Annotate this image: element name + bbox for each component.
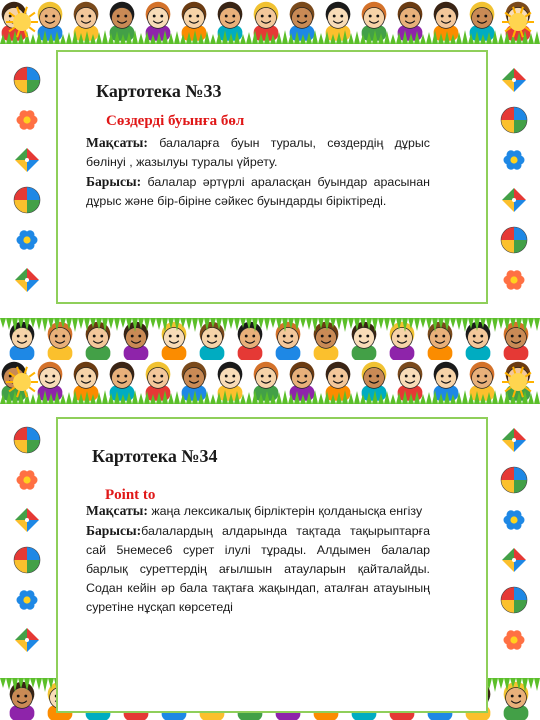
child-face-icon <box>470 2 495 41</box>
card-subtitle: Point to <box>105 487 156 503</box>
flower-icon <box>504 510 525 529</box>
child-face-icon <box>38 2 63 41</box>
flower-icon <box>17 590 38 609</box>
child-face-icon <box>290 362 315 401</box>
goal-text: жаңа лексикалық бірліктерін қолданысқа енгізу <box>147 504 423 518</box>
child-face-icon <box>352 322 377 360</box>
child-face-icon <box>110 2 135 41</box>
card-body <box>86 133 430 211</box>
flower-icon <box>17 110 38 129</box>
flower-icon <box>17 470 38 489</box>
process-label: Барысы: <box>86 174 142 189</box>
pinwheel-icon <box>502 548 526 572</box>
flower-icon <box>504 150 525 169</box>
child-face-icon <box>146 362 171 401</box>
child-face-icon <box>326 362 351 401</box>
pinwheel-icon <box>502 428 526 452</box>
child-face-icon <box>314 322 339 360</box>
process-paragraph <box>86 172 430 211</box>
goal-paragraph <box>86 501 430 521</box>
child-face-icon <box>10 322 35 360</box>
beach-ball-icon <box>14 187 40 213</box>
beach-ball-icon <box>14 427 40 453</box>
child-face-icon <box>254 362 279 401</box>
goal-text: балаларға буын туралы, сөздердің дұрыс бөлінуі , жазылуы туралы үйрету. <box>86 136 430 169</box>
child-face-icon <box>218 2 243 41</box>
child-face-icon <box>218 362 243 401</box>
goal-label: Мақсаты: <box>86 503 148 518</box>
process-text: балалар әртүрлі араласқан буындар арасынан дұрыс және бір-біріне сәйкес буындарды біріктіреді. <box>86 175 430 208</box>
child-face-icon <box>434 362 459 401</box>
child-face-icon <box>74 2 99 41</box>
pinwheel-icon <box>502 188 526 212</box>
child-face-icon <box>10 682 35 720</box>
grass-icon <box>0 318 540 332</box>
beach-ball-icon <box>14 67 40 93</box>
beach-ball-icon <box>501 227 527 253</box>
child-face-icon <box>398 2 423 41</box>
child-face-icon <box>74 362 99 401</box>
child-face-icon <box>86 322 111 360</box>
beach-ball-icon <box>501 587 527 613</box>
child-face-icon <box>326 2 351 41</box>
child-face-icon <box>434 2 459 41</box>
pinwheel-icon <box>15 508 39 532</box>
card-title: Картотека №33 <box>96 81 222 101</box>
flower-icon <box>504 630 525 649</box>
child-face-icon <box>466 322 491 360</box>
child-face-icon <box>124 322 149 360</box>
child-face-icon <box>238 322 263 360</box>
child-face-icon <box>428 322 453 360</box>
goal-paragraph <box>86 133 430 172</box>
card-title: Картотека №34 <box>92 446 218 466</box>
card-34 <box>0 360 540 720</box>
child-face-icon <box>254 2 279 41</box>
child-face-icon <box>146 2 171 41</box>
child-face-icon <box>38 362 63 401</box>
goal-label: Мақсаты: <box>86 135 148 150</box>
child-face-icon <box>200 322 225 360</box>
beach-ball-icon <box>501 467 527 493</box>
card-body <box>86 501 430 617</box>
process-text: балалардың алдарында тақтада тақырыптарға сай 5немесе6 сурет ілулі тұрады. Алдымен балалар барлық суреттердің ағылшын атауларын қайталайды. Содан кейін әр бала тақтаға жақындап, аталған атауының суретіне нұсқап көрсетеді <box>86 524 430 614</box>
beach-ball-icon <box>14 547 40 573</box>
card-subtitle: Сөздерді буынға бөл <box>106 113 245 129</box>
process-paragraph <box>86 521 430 617</box>
flower-icon <box>17 230 38 249</box>
child-face-icon <box>470 362 495 401</box>
beach-ball-icon <box>501 107 527 133</box>
process-label: Барысы: <box>86 523 142 538</box>
pinwheel-icon <box>15 148 39 172</box>
pinwheel-icon <box>15 628 39 652</box>
child-face-icon <box>110 362 135 401</box>
child-face-icon <box>290 2 315 41</box>
pinwheel-icon <box>502 68 526 92</box>
pinwheel-icon <box>15 268 39 292</box>
child-face-icon <box>398 362 423 401</box>
flower-icon <box>504 270 525 289</box>
